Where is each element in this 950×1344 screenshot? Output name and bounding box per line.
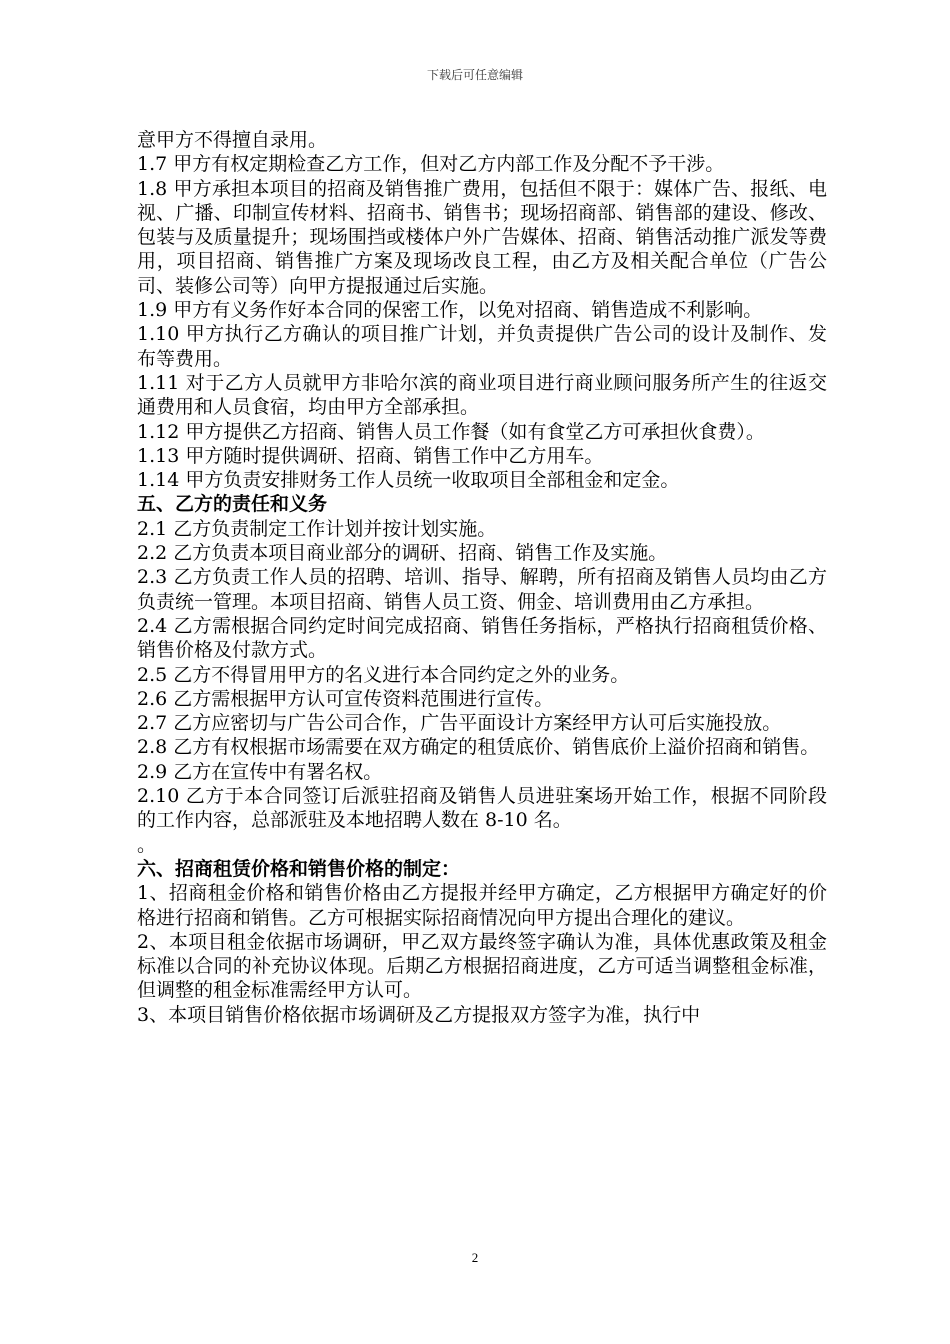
paragraph: 2.9 乙方在宣传中有署名权。 — [137, 760, 383, 783]
paragraph: 3、本项目销售价格依据市场调研及乙方提报双方签字为准，执行中 — [137, 1003, 701, 1026]
section-heading: 五、乙方的责任和义务 — [137, 493, 328, 516]
paragraph: 1.9 甲方有义务作好本合同的保密工作，以免对招商、销售造成不利影响。 — [137, 299, 763, 322]
page-number: 2 — [471, 1250, 479, 1265]
paragraph: 1.7 甲方有权定期检查乙方工作，但对乙方内部工作及分配不予干涉。 — [137, 153, 725, 176]
paragraph: 1.11 对于乙方人员就甲方非哈尔滨的商业项目进行商业顾问服务所产生的往返交通费用和人员食宿，均由甲方全部承担。 — [137, 371, 827, 419]
paragraph: 2.1 乙方负责制定工作计划并按计划实施。 — [137, 517, 497, 540]
paragraph: 2.3 乙方负责工作人员的招聘、培训、指导、解聘，所有招商及销售人员均由乙方负责统一管理。本项目招商、销售人员工资、佣金、培训费用由乙方承担。 — [137, 566, 827, 613]
paragraph: 2、本项目租金依据市场调研，甲乙双方最终签字确认为准，具体优惠政策及租金标准以合同的补充协议体现。后期乙方根据招商进度，乙方可适当调整租金标准，但调整的租金标准需经甲方认可。 — [137, 930, 827, 1002]
paragraph: 2.8 乙方有权根据市场需要在双方确定的租赁底价、销售底价上溢价招商和销售。 — [137, 736, 820, 759]
paragraph: 。 — [137, 833, 157, 856]
document-body — [137, 128, 827, 1027]
paragraph: 2.5 乙方不得冒用甲方的名义进行本合同约定之外的业务。 — [137, 663, 630, 686]
paragraph: 2.7 乙方应密切与广告公司合作，广告平面设计方案经甲方认可后实施投放。 — [137, 712, 782, 735]
paragraph: 1.12 甲方提供乙方招商、销售人员工作餐（如有食堂乙方可承担伙食费）。 — [137, 420, 765, 443]
page-header: 下载后可任意编辑 — [426, 68, 523, 82]
paragraph: 1、招商租金价格和销售价格由乙方提报并经甲方确定，乙方根据甲方确定好的价格进行招商和销售。乙方可根据实际招商情况向甲方提出合理化的建议。 — [137, 882, 827, 929]
paragraph: 1.8 甲方承担本项目的招商及销售推广费用，包括但不限于：媒体广告、报纸、电视、广播、印制宣传材料、招商书、销售书；现场招商部、销售部的建设、修改、包装与及质量提升；现场围挡或楼体户外广告媒体、招商、销售活动推广派发等费用，项目招商、销售推广方案及现场改良工程，由乙方及相关配合单位（广告公司、装修公司等）向甲方提报通过后实施。 — [137, 177, 827, 297]
paragraph: 2.10 乙方于本合同签订后派驻招商及销售人员进驻案场开始工作，根据不同阶段的工作内容，总部派驻及本地招聘人数在 8-10 名。 — [137, 785, 827, 832]
section-heading: 六、招商租赁价格和销售价格的制定： — [137, 857, 461, 880]
paragraph: 2.4 乙方需根据合同约定时间完成招商、销售任务指标，严格执行招商租赁价格、销售价格及付款方式。 — [137, 614, 827, 662]
paragraph: 1.13 甲方随时提供调研、招商、销售工作中乙方用车。 — [137, 444, 604, 467]
paragraph: 意甲方不得擅自录用。 — [137, 129, 328, 151]
paragraph: 1.14 甲方负责安排财务工作人员统一收取项目全部租金和定金。 — [137, 469, 680, 492]
paragraph: 2.6 乙方需根据甲方认可宣传资料范围进行宣传。 — [137, 687, 554, 710]
paragraph: 1.10 甲方执行乙方确认的项目推广计划，并负责提供广告公司的设计及制作、发布等费用。 — [137, 323, 827, 370]
paragraph: 2.2 乙方负责本项目商业部分的调研、招商、销售工作及实施。 — [137, 542, 668, 565]
